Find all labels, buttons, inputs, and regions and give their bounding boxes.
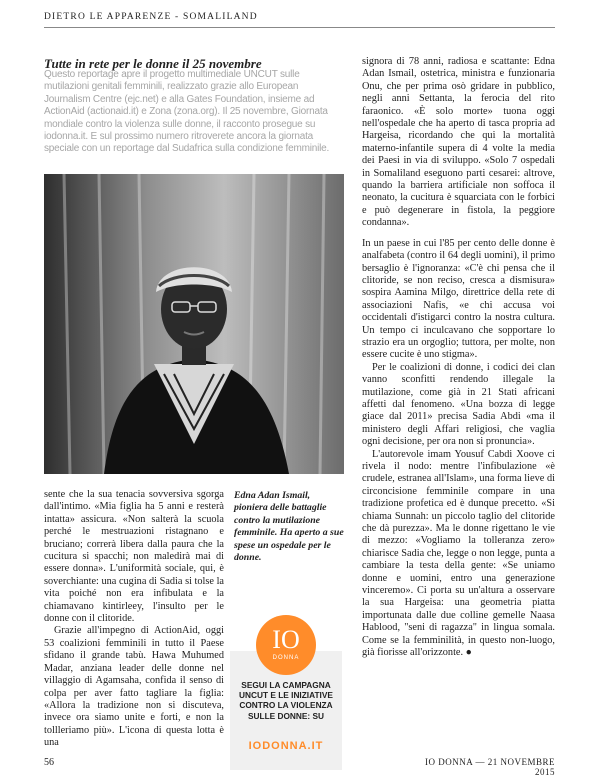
photo-caption: Edna Adan Ismail, pioniera delle battaglie contro la mutilazione femminile. Ha aperto a sue spese un ospedale per le donne. bbox=[234, 490, 344, 564]
intro-body: Questo reportage apre il progetto multimediale UNCUT sulle mutilazioni genitali femminili, realizzato grazie allo European Journalism Centre (ejc.net) e alla Gates Foundation, insieme ad ActionAid (actionaid.it) e Zona (zona.org). Il 25 novembre, Giornata mondiale contro la violenza sulle donne, il racconto prosegue su iodonna.it. E sul prossimo numero ritroverete ancora la giornata speciale con un reportage dal Sudafrica sulla condizione femminile. bbox=[44, 69, 330, 155]
body-column-right bbox=[362, 56, 555, 660]
logo-text: IO bbox=[272, 625, 300, 654]
promo-text: SEGUI LA CAMPAGNA UNCUT E LE INIZIATIVE CONTRO LA VIOLENZA SULLE DONNE: SU bbox=[239, 680, 333, 721]
paragraph: sente che la sua tenacia sovversiva sgorga dall'intimo. «Mia figlia ha 5 anni e resterà intatta» assicura. «Non salterà la scuola perché le mestruazioni ristagnano e bruciano; correrà libera dalla paura che la cucitura si spacchi; non maledirà mai di essere donna». L'uniformità sociale, qui, è soverchiante: una cugina di Sadia si tolse la vita poiché non era infibulata e la chiamavano kintirleey, l'insulto per le donne con il clitoride. bbox=[44, 489, 224, 625]
paragraph: Grazie all'impegno di ActionAid, oggi 53 coalizioni femminili in tutto il Paese sfidano il grande tabù. Hawa Muhumed Madar, anziana leader delle donne nel villaggio di Agamsaha, confida il senso di colpa per aver fatto tagliare la figlia: «Allora la tradizione non si discuteva, invece ora siamo unite e forti, e non la tollleriamo più». L'icona di questa lotta è una bbox=[44, 625, 224, 749]
logo-subtext: DONNA bbox=[272, 655, 300, 661]
portrait-illustration bbox=[44, 174, 344, 474]
section-header: DIETRO LE APPARENZE - SOMALILAND bbox=[44, 12, 258, 22]
portrait-photo bbox=[44, 174, 344, 474]
paragraph: In un paese in cui l'85 per cento delle donne è analfabeta (contro il 64 degli uomini), il primo bersaglio è l'ignoranza: «C'è chi pensa che il clitoride, se non reciso, cresca a dismisura» sospira Aamina Milgo, direttrice della rete di associazioni Nafis, «e chi accusa voi occidentali d'istigarci contro la nostra cultura. Un tempo ci inculcavano che sopportare lo strazio era un orgoglio; tuttora, per molte, non essere cucite è uno stigma». bbox=[362, 237, 555, 361]
body-column-left bbox=[44, 489, 224, 750]
promo-box[interactable] bbox=[230, 615, 342, 770]
magazine-folio: IO DONNA — 21 NOVEMBRE 2015 bbox=[425, 757, 555, 777]
page-number: 56 bbox=[44, 757, 54, 768]
promo-link[interactable]: IODONNA.IT bbox=[248, 740, 324, 752]
paragraph: signora di 78 anni, radiosa e scattante: Edna Adan Ismail, ostetrica, ministra e funzionaria Onu, che per prima osò gridare in pubblico, negli anni Settanta, la ferocia del rito faraonico. «È solo morte» tuona oggi nell'ospedale che ha aperto di tasca propria ad Hargeisa, ricordando che qui la mortalità materno-infantile supera di 4 volte la media dei Paesi in via di sviluppo. «Solo 7 ospedali in Somaliland eseguono parti cesarei: altrove, quando la barriera artificiale non soffoca il neonato, la cucitura è squarciata con le forbici e può degenerare in fistola, la peggiore condanna». bbox=[362, 56, 555, 229]
paragraph: L'autorevole imam Yousuf Cabdi Xoove ci rivela il nodo: mentre l'infibulazione «è crudele, estranea all'Islam», una forma lieve di circoncisione femminile compare in una tradizione profetica ed è dunque precetto. «Si chiama Sunnah: un piccolo taglio del clitoride che dà purezza». Ma le donne rigettano le vie di mezzo: «Vogliamo la tolleranza zero» chiarisce Sadia che, legge o non legge, punta a cambiare la testa della gente: «Se uniamo donne e uomini, entro una generazione vinceremo». Ci porta su un'altura a osservare la sua Hargeisa: una geometria piatta importunata dalle due colline gemelle Naasa Hablood, "seni di ragazza" in lingua somala. Come se la femminilità, in questo non-luogo, già fiorisse all'orizzonte. ● bbox=[362, 448, 555, 659]
paragraph: Per le coalizioni di donne, i codici dei clan vanno sconfitti rendendo illegale la mutilazione, come già in 21 Stati africani affetti dal fenomeno. «Una bozza di legge giace dal 2011» precisa Sadia Abdi «ma il ministero degli Affari religiosi, che vaglia ogni decisione, per ora non si pronuncia». bbox=[362, 361, 555, 448]
io-donna-logo bbox=[256, 615, 316, 675]
header-rule bbox=[44, 27, 555, 28]
intro-title: Tutte in rete per le donne il 25 novembre bbox=[44, 56, 262, 71]
